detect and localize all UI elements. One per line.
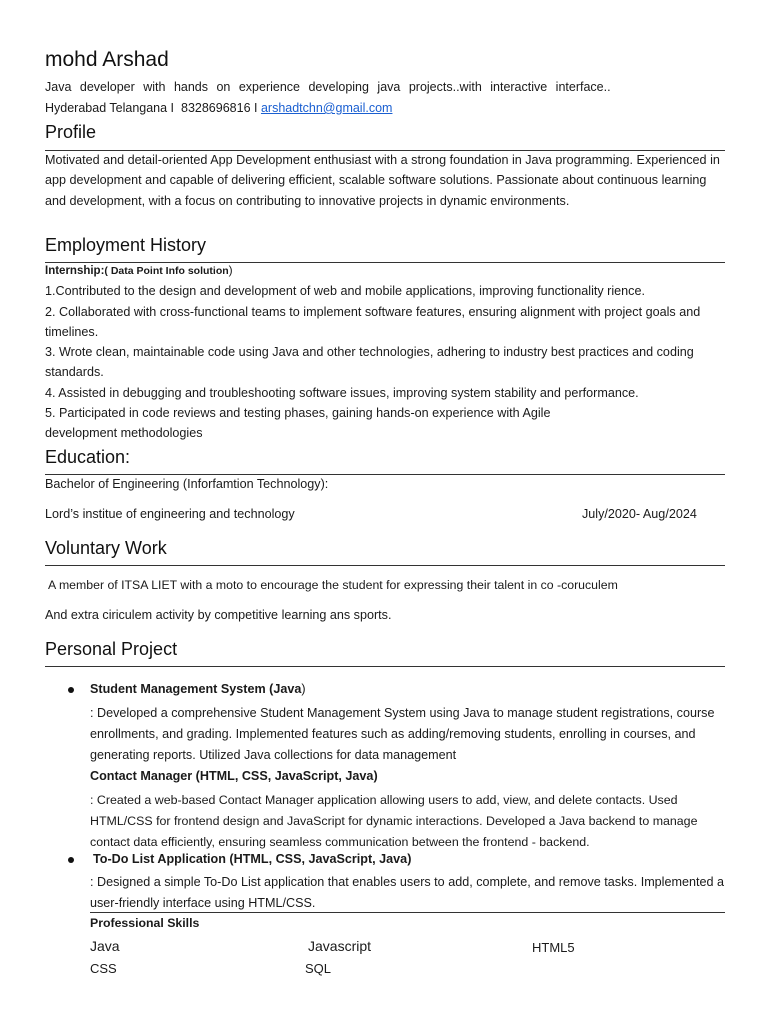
project-description: : Created a web-based Contact Manager application allowing users to add, view, and delete contacts. Used HTML/CSS for frontend design and JavaScript for dynamic interactions. Developed a Java backend to manage contact data efficiently, ensuring seamless communication between the frontend - backend. — [90, 793, 698, 849]
voluntary-heading: Voluntary Work — [45, 538, 167, 558]
education-divider — [45, 474, 725, 475]
project-description: : Developed a comprehensive Student Management System using Java to manage student registrations, course enrollments, and grading. Implemented features such as adding/removing students, enrolling in courses, and generating reports. Utilized Java collections for data management — [90, 706, 715, 762]
email-link[interactable]: arshadtchn@gmail.com — [260, 101, 393, 115]
internship-line — [45, 263, 233, 277]
internship-company-close: ) — [228, 263, 233, 277]
location: Hyderabad Telangana I — [45, 101, 175, 115]
skill-item: Javascript — [308, 938, 372, 954]
contact-line — [45, 101, 392, 115]
employment-point: 1.Contributed to the design and development of web and mobile applications, improving functionality rience. — [45, 284, 645, 298]
projects-divider — [45, 666, 725, 667]
project-description: : Designed a simple To-Do List application that enables users to add, complete, and remove tasks. Implemented a user-friendly interface using HTML/CSS. — [90, 875, 724, 910]
skills-heading: Professional Skills — [90, 916, 200, 930]
skills-divider — [90, 912, 725, 913]
tagline: Java developer with hands on experience developing java projects..with interactive interface.. — [45, 80, 611, 94]
profile-heading: Profile — [45, 122, 97, 142]
skill-item: HTML5 — [532, 940, 575, 955]
voluntary-line-1: A member of ITSA LIET with a moto to encourage the student for expressing their talent in co -coruculem — [48, 578, 618, 592]
bullet-icon — [68, 857, 74, 863]
skill-item: CSS — [90, 961, 117, 976]
institution: Lord’s institue of engineering and technology — [45, 507, 295, 521]
education-dates: July/2020- Aug/2024 — [582, 507, 697, 521]
projects-heading: Personal Project — [45, 639, 178, 659]
voluntary-line-2: And extra ciriculem activity by competitive learning ans sports. — [45, 608, 392, 622]
phone: 8328696816 I — [181, 101, 258, 115]
internship-company: ( Data Point Info solution — [104, 265, 229, 277]
employment-point: 5. Participated in code reviews and testing phases, gaining hands-on experience with Agile development methodologies — [45, 406, 551, 441]
profile-text: Motivated and detail-oriented App Development enthusiast with a strong foundation in Java programming. Experienced in app development and capable of delivering efficient, scalable software solutions. Passionate about continuous learning and development, with a focus on contributing to innovative projects in dynamic environments. — [45, 153, 720, 208]
project-title: To-Do List Application (HTML, CSS, JavaScript, Java) — [93, 852, 412, 866]
education-heading: Education: — [45, 447, 131, 467]
employment-point: 3. Wrote clean, maintainable code using Java and other technologies, adhering to industry best practices and coding standards. — [45, 345, 694, 380]
project-title — [90, 682, 306, 696]
candidate-name: mohd Arshad — [45, 48, 169, 71]
skill-item: SQL — [305, 961, 332, 976]
voluntary-divider — [45, 565, 725, 566]
project-title: Contact Manager (HTML, CSS, JavaScript, Java) — [90, 769, 378, 783]
employment-point: 4. Assisted in debugging and troubleshooting software issues, improving system stability and performance. — [45, 386, 639, 400]
project-title-close: ) — [301, 682, 306, 696]
bullet-icon — [68, 687, 74, 693]
employment-point: 2. Collaborated with cross-functional teams to implement software features, ensuring alignment with project goals and timelines. — [45, 305, 701, 340]
skill-item: Java — [90, 938, 120, 954]
internship-label: Internship: — [45, 265, 105, 277]
project-title-text: Student Management System (Java — [90, 682, 302, 696]
employment-heading: Employment History — [45, 235, 207, 255]
degree: Bachelor of Engineering (Inforfamtion Technology): — [45, 477, 329, 491]
